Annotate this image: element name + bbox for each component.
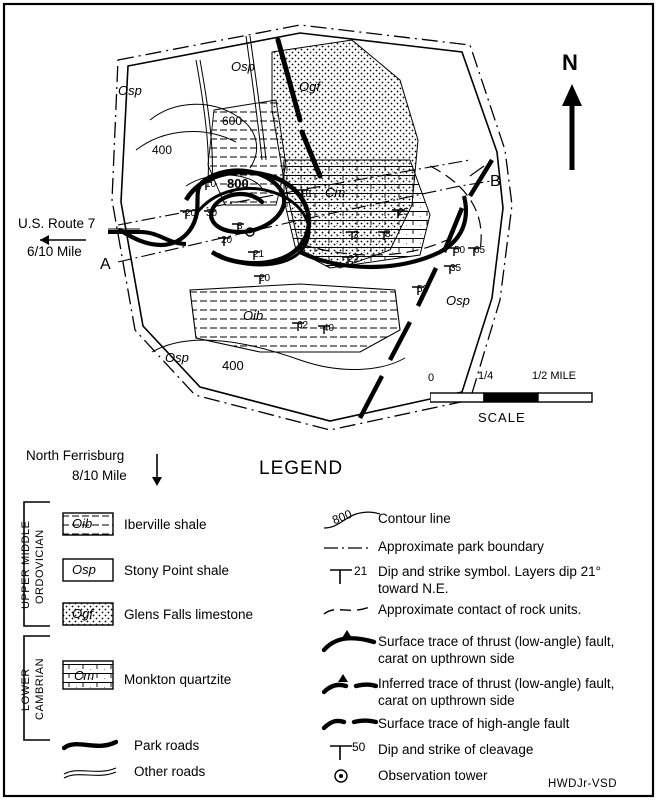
surface-thrust-label: Surface trace of thrust (low-angle) fault, carat on upthrown side	[378, 634, 615, 666]
dip-value: 10	[205, 179, 217, 190]
map-unit-label: Ogf	[299, 79, 320, 94]
ogf-symbol-text: Ogf	[72, 606, 93, 621]
era-bracket-cambrian	[10, 634, 54, 744]
era-label-cambrian: CAMBRIAN	[34, 657, 46, 721]
era-label-upper-middle: UPPER MIDDLE	[20, 520, 32, 610]
dip-value: 30	[206, 208, 218, 219]
era-label-ordovician: ORDOVICIAN	[34, 529, 46, 605]
contour-label: 400	[222, 358, 244, 373]
dip-value: 20	[185, 208, 197, 219]
other-road-icon	[62, 764, 118, 780]
dip-strike-label: Dip and strike symbol. Layers dip 21° toward N.E.	[378, 564, 602, 596]
north-ferrisburg-distance: 8/10 Mile	[72, 468, 127, 483]
contour-label: 800	[227, 176, 249, 191]
scale-tick-zero: 0	[428, 372, 435, 384]
dip-value: 52	[417, 284, 429, 295]
credit-label: HWDJr-VSD	[548, 778, 618, 790]
map-unit-label: Cm	[325, 185, 346, 200]
inferred-thrust-icon	[322, 674, 378, 700]
map-unit-label: Osp	[446, 293, 470, 308]
contour-label: 400	[152, 143, 173, 157]
cm-label: Monkton quartzite	[124, 672, 232, 687]
observation-tower-label: Observation tower	[378, 768, 488, 783]
dip-value: 35	[450, 263, 462, 274]
contour-label: 600	[222, 114, 243, 128]
dip-value: 50	[454, 245, 466, 256]
north-ferrisburg-label: North Ferrisburg	[26, 448, 125, 463]
high-angle-fault-icon	[322, 714, 378, 734]
section-label-b: B	[490, 173, 501, 190]
map-unit-label: Osp	[231, 59, 255, 74]
dip-value: 62	[297, 320, 309, 331]
scale-tick-quarter: 1/4	[478, 370, 494, 382]
park-road-icon	[62, 736, 118, 754]
scale-bar	[430, 388, 600, 408]
park-roads-label: Park roads	[134, 738, 200, 753]
park-boundary-icon	[322, 540, 376, 556]
route-arrow-icon	[28, 228, 88, 250]
dip-value: 65	[474, 245, 486, 256]
legend-title: LEGEND	[259, 458, 344, 479]
dip-strike-value: 21	[354, 564, 368, 578]
dip-value: 21	[253, 249, 265, 260]
dip-value: 40	[323, 323, 335, 334]
scale-caption: SCALE	[478, 410, 526, 425]
legend-column-divider	[316, 498, 320, 790]
approximate-contact-label: Approximate contact of rock units.	[378, 602, 582, 617]
dip-value: 22	[348, 254, 360, 265]
dip-value: 8	[385, 229, 391, 240]
surface-thrust-icon	[322, 630, 378, 656]
section-label-a: A	[100, 256, 111, 273]
contour-line-label: Contour line	[378, 511, 451, 526]
approximate-contact-icon	[322, 600, 376, 620]
map-unit-label: Osp	[165, 350, 189, 365]
osp-label: Stony Point shale	[124, 563, 230, 578]
ferrisburg-arrow-icon	[148, 452, 166, 490]
dip-value: 20	[221, 235, 233, 246]
inferred-thrust-label: Inferred trace of thrust (low-angle) fault, carat on upthrown side	[378, 676, 615, 708]
dip-value: 20	[259, 273, 271, 284]
park-boundary-label: Approximate park boundary	[378, 539, 544, 554]
map-unit-label: Oib	[243, 308, 264, 323]
oib-symbol-text: Oib	[72, 516, 93, 531]
cleavage-label: Dip and strike of cleavage	[378, 742, 534, 757]
contour-line-value: 800	[330, 506, 354, 528]
oib-label: Iberville shale	[124, 517, 207, 532]
route-7-label: U.S. Route 7	[18, 216, 96, 231]
dip-value: 18	[300, 189, 312, 200]
osp-symbol-text: Osp	[72, 562, 96, 577]
ogf-label: Glens Falls limestone	[124, 607, 254, 622]
scale-tick-half: 1/2 MILE	[532, 370, 577, 382]
map-unit-label: Osp	[118, 83, 142, 98]
dip-value: 8	[237, 221, 243, 232]
observation-tower-icon	[330, 766, 354, 786]
other-roads-label: Other roads	[134, 764, 206, 779]
cleavage-value: 50	[352, 740, 366, 754]
high-angle-fault-label: Surface trace of high-angle fault	[378, 716, 570, 731]
legend-divider	[0, 492, 657, 496]
dip-value: 3	[353, 230, 359, 241]
cm-symbol-text: Cm	[74, 668, 95, 683]
route-7-distance: 6/10 Mile	[27, 244, 82, 259]
north-arrow-icon	[556, 78, 590, 174]
compass-label: N	[562, 50, 578, 75]
era-bracket-ordovician	[10, 500, 54, 630]
dip-value: 25	[398, 207, 410, 218]
era-label-lower: LOWER	[20, 668, 32, 712]
